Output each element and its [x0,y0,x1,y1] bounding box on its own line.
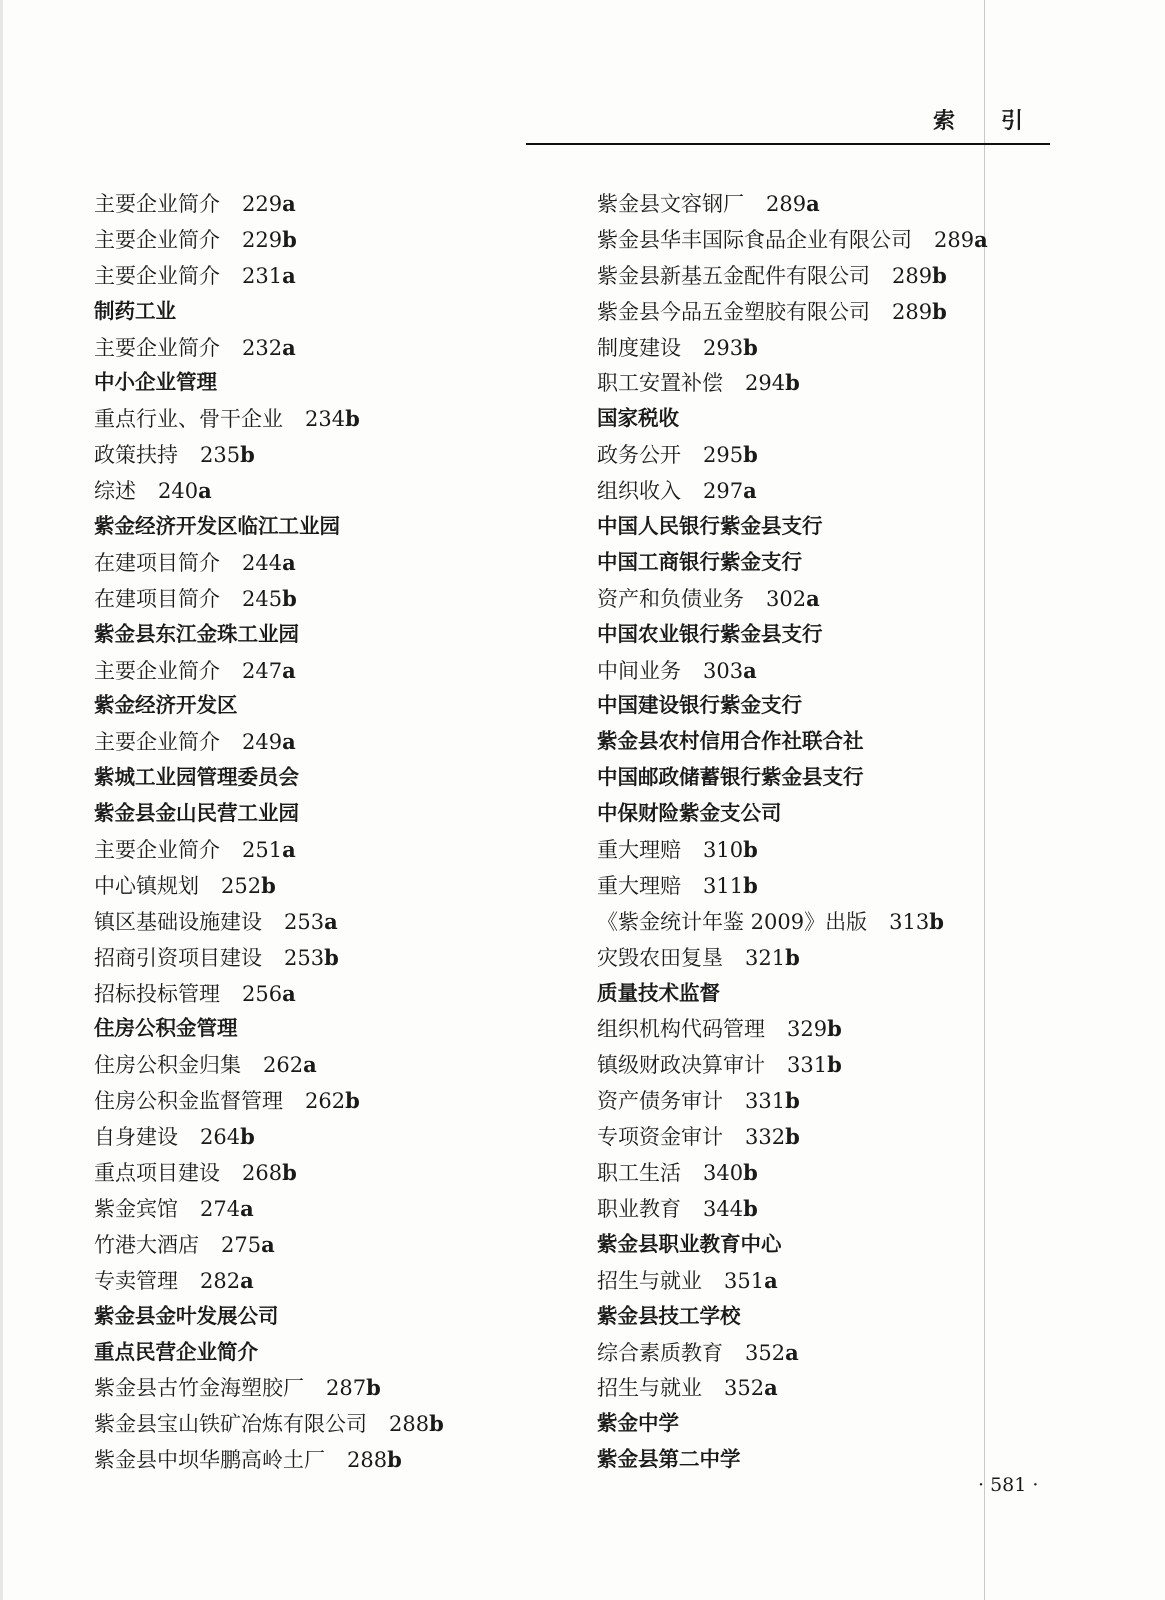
index-page-number: 289 [892,299,933,324]
index-heading [94,365,534,401]
index-page-column-letter: b [261,872,276,898]
index-heading [94,1011,534,1047]
index-page-ref [787,1017,842,1041]
index-entry [94,258,534,294]
index-entry [597,581,1027,617]
index-entry-text: 重大理赔 [597,873,681,898]
index-page-ref [242,1161,297,1185]
index-page-column-letter: b [743,1195,758,1221]
index-entry [597,1083,1027,1119]
index-page-column-letter: b [785,944,800,970]
index-entry [94,401,534,437]
index-page-column-letter: b [743,334,758,360]
index-entry [597,1335,1027,1371]
index-entry-text: 中国农业银行紫金县支行 [597,621,823,646]
index-page-ref [745,1341,799,1365]
index-entry [94,1263,534,1299]
index-page-ref [242,336,296,360]
index-entry-text: 灾毁农田复垦 [597,945,723,970]
index-entry-text: 中国工商银行紫金支行 [597,549,802,574]
index-page-column-letter: a [743,478,757,504]
index-entry [94,1442,534,1478]
index-page-ref [703,336,758,360]
index-heading [94,760,534,796]
index-page-column-letter: a [785,1339,799,1365]
index-entry-text: 自身建设 [94,1125,178,1150]
index-entry [94,1083,534,1119]
index-page-number: 310 [703,838,744,863]
index-entry [94,437,534,473]
index-heading [597,1227,1027,1263]
index-entry [597,222,1027,258]
index-entry [94,976,534,1012]
index-entry-text: 政务公开 [597,443,681,468]
index-page-column-letter: b [932,298,947,324]
index-page-ref [242,587,297,611]
index-entry-text: 职业教育 [597,1196,681,1221]
page-header-title: 索引 [933,109,1070,134]
index-entry-text: 镇区基础设施建设 [94,909,262,934]
index-entry-text: 主要企业简介 [94,335,220,360]
index-page-column-letter: a [974,226,988,252]
index-heading [597,1442,1027,1478]
index-entry-text: 主要企业简介 [94,838,220,863]
index-entry-text: 在建项目简介 [94,586,220,611]
index-page-column-letter: a [743,657,757,683]
index-entry [597,832,1027,868]
index-entry [597,186,1027,222]
index-page-number: 289 [766,192,807,216]
index-page-number: 253 [284,945,325,970]
index-entry-text: 重点项目建设 [94,1161,220,1186]
index-heading [94,509,534,545]
index-entry [597,940,1027,976]
index-entry-text: 综述 [94,479,136,504]
index-entry [94,545,534,581]
index-entry-text: 紫金经济开发区临江工业园 [94,514,340,539]
index-entry [94,222,534,258]
index-page-column-letter: a [282,549,296,575]
index-entry [94,1406,534,1442]
index-entry-text: 专卖管理 [94,1268,178,1293]
index-entry [597,473,1027,509]
index-page-ref [787,1053,842,1077]
index-entry-text: 国家税收 [597,406,679,431]
index-heading [597,1406,1027,1442]
index-entry [597,330,1027,366]
header-rule [526,143,1050,145]
index-page-number: 282 [200,1268,241,1293]
index-entry-text: 资产和负债业务 [597,586,744,611]
index-page-ref [892,264,947,288]
index-page-number: 256 [242,981,283,1006]
index-page-number: 289 [934,227,975,252]
index-page-column-letter: a [240,1267,254,1293]
index-heading [597,976,1027,1012]
index-page-ref [745,371,800,395]
index-entry-text: 政策扶持 [94,443,178,468]
index-page-column-letter: b [366,1375,381,1401]
index-entry-text: 主要企业简介 [94,658,220,683]
index-entry-text: 中心镇规划 [94,873,199,898]
index-entry [94,653,534,689]
index-page-number: 245 [242,586,283,611]
index-page-ref [242,551,296,575]
index-entry [94,186,534,222]
index-page-number: 252 [221,873,262,898]
index-page-ref [242,982,296,1006]
index-page-number: 294 [745,371,786,396]
index-page-number: 329 [787,1017,828,1042]
index-page-ref [200,1197,254,1221]
index-page-number: 235 [200,443,241,468]
index-heading [597,760,1027,796]
index-page-number: 288 [347,1448,388,1473]
index-page-column-letter: b [743,872,758,898]
index-page-ref [745,1125,800,1149]
index-page-ref [284,946,339,970]
index-page-number: 295 [703,443,744,468]
index-page-ref [703,1161,758,1185]
index-page-column-letter: b [827,1016,842,1042]
index-page-number: 331 [787,1053,828,1078]
index-page-number: 302 [766,586,807,611]
index-entry-text: 中小企业管理 [94,370,217,395]
index-entry-text: 紫金经济开发区 [94,693,238,718]
index-page-number: 232 [242,335,283,360]
index-entry [597,1191,1027,1227]
index-page-number: 262 [305,1089,346,1114]
index-page-ref [703,1197,758,1221]
index-page-column-letter: b [282,585,297,611]
index-page-column-letter: b [743,442,758,468]
index-page-column-letter: a [282,837,296,863]
index-entry-text: 综合素质教育 [597,1340,723,1365]
index-entry-text: 组织机构代码管理 [597,1017,765,1042]
index-heading [597,796,1027,832]
index-entry-text: 中国建设银行紫金支行 [597,693,802,718]
index-page-number: 234 [305,407,346,432]
index-entry-text: 镇级财政决算审计 [597,1053,765,1078]
index-page-ref [347,1448,402,1472]
index-page-ref [200,1125,255,1149]
index-entry-text: 住房公积金管理 [94,1016,238,1041]
index-entry-text: 制度建设 [597,335,681,360]
index-page-number: 229 [242,227,283,252]
index-entry [94,1227,534,1263]
index-entry [94,1119,534,1155]
index-page-column-letter: b [345,1088,360,1114]
index-entry [597,365,1027,401]
index-page-ref [305,407,360,431]
index-entry-text: 招生与就业 [597,1376,702,1401]
index-page-column-letter: a [764,1375,778,1401]
index-page-number: 240 [158,479,199,504]
index-page-column-letter: a [282,191,296,216]
index-entry-text: 制药工业 [94,298,176,323]
index-entry-text: 中国邮政储蓄银行紫金县支行 [597,765,864,790]
index-page-column-letter: b [827,1052,842,1078]
index-page-number: 253 [284,909,325,934]
index-entry-text: 中国人民银行紫金县支行 [597,514,823,539]
index-page-number: 351 [724,1268,765,1293]
index-heading [597,688,1027,724]
index-page-column-letter: b [429,1411,444,1437]
index-page-column-letter: b [240,1124,255,1150]
index-page-column-letter: b [785,370,800,396]
index-entry [94,904,534,940]
index-entry-text: 《紫金统计年鉴 2009》出版 [597,909,868,934]
index-page-ref [745,1089,800,1113]
index-heading [597,617,1027,653]
index-entry-text: 紫金县中坝华鹏高岭土厂 [94,1448,325,1473]
index-entry-text: 住房公积金监督管理 [94,1089,283,1114]
index-entry [94,1047,534,1083]
index-page-number: 313 [889,909,930,934]
index-page-column-letter: b [324,944,339,970]
index-entry-text: 紫金县古竹金海塑胶厂 [94,1376,304,1401]
index-page-number: 251 [242,838,283,863]
index-page-column-letter: a [324,908,338,934]
index-page-column-letter: b [282,1160,297,1186]
index-page-number: 332 [745,1125,786,1150]
index-page-ref [263,1053,317,1077]
index-entry [94,1191,534,1227]
index-heading [597,509,1027,545]
index-page-number: 297 [703,479,744,504]
index-entry-text: 紫金县第二中学 [597,1447,741,1472]
index-heading [94,796,534,832]
index-entry-text: 竹港大酒店 [94,1232,199,1257]
index-page-ref [703,479,757,503]
index-entry-text: 资产债务审计 [597,1089,723,1114]
index-heading [94,617,534,653]
index-entry-text: 重点行业、骨干企业 [94,407,283,432]
index-page-ref [242,228,297,252]
index-page-ref [242,192,296,216]
index-entry-text: 紫金县技工学校 [597,1303,741,1328]
index-entry [597,1263,1027,1299]
index-page-column-letter: a [282,657,296,683]
index-entry-text: 招商引资项目建设 [94,945,262,970]
index-page-column-letter: b [240,442,255,468]
index-page-column-letter: b [743,837,758,863]
index-page-number: 247 [242,658,283,683]
index-entry [94,724,534,760]
index-page-ref [934,228,988,252]
index-page-column-letter: a [261,1231,275,1257]
index-entry-text: 紫金县华丰国际食品企业有限公司 [597,227,912,252]
index-entry [94,832,534,868]
index-page-column-letter: b [932,262,947,288]
index-entry [597,294,1027,330]
index-entry-text: 紫金县文容钢厂 [597,192,744,216]
index-entry-text: 紫金县金叶发展公司 [94,1303,279,1328]
index-page-number: 311 [703,873,744,898]
index-entry [94,330,534,366]
index-page-number: 303 [703,658,744,683]
index-entry-text: 紫金宾馆 [94,1196,178,1221]
index-page-column-letter: a [282,262,296,288]
index-page-ref [158,479,212,503]
index-entry [94,1155,534,1191]
index-page-number: 287 [326,1376,367,1401]
index-page-ref [242,838,296,862]
index-entry [94,473,534,509]
index-entry-text: 中保财险紫金支公司 [597,801,782,826]
index-page-number: 340 [703,1161,744,1186]
index-entry [597,1370,1027,1406]
index-page-column-letter: a [282,980,296,1006]
index-page-number: 229 [242,192,283,216]
scan-left-edge [0,0,3,1600]
index-entry-text: 紫金县今品五金塑胶有限公司 [597,299,870,324]
index-page-number: 249 [242,730,283,755]
index-entry-text: 紫金县职业教育中心 [597,1231,782,1256]
index-page-ref [724,1269,778,1293]
index-page-number: 288 [389,1412,430,1437]
index-page-ref [703,838,758,862]
index-page-ref [284,910,338,934]
index-page-number: 321 [745,945,786,970]
index-entry [597,1155,1027,1191]
index-entry-text: 主要企业简介 [94,730,220,755]
index-page-ref [221,874,276,898]
index-entry-text: 职工安置补偿 [597,371,723,396]
index-page-ref [703,874,758,898]
index-page-column-letter: a [282,334,296,360]
index-entry-text: 重大理赔 [597,838,681,863]
index-page-column-letter: b [785,1124,800,1150]
index-entry-text: 主要企业简介 [94,227,220,252]
index-entry-text: 招生与就业 [597,1268,702,1293]
index-page-column-letter: b [387,1447,402,1473]
index-heading [597,724,1027,760]
index-page-number: 344 [703,1196,744,1221]
index-page-column-letter: a [303,1052,317,1078]
index-page-ref [724,1376,778,1400]
index-page-number: 244 [242,550,283,575]
index-entry-text: 主要企业简介 [94,192,220,216]
index-column-left [94,186,534,1478]
index-page-column-letter: a [764,1267,778,1293]
index-entry-text: 紫金县东江金珠工业园 [94,621,299,646]
index-page-number: 262 [263,1053,304,1078]
index-page-ref [766,587,820,611]
index-page-number: 352 [745,1340,786,1365]
index-page-ref [242,659,296,683]
index-heading [597,545,1027,581]
index-entry [597,1119,1027,1155]
index-column-right [597,186,1027,1478]
index-heading [94,294,534,330]
index-entry [94,868,534,904]
index-entry-text: 紫金县宝山铁矿冶炼有限公司 [94,1412,367,1437]
index-page-column-letter: a [282,729,296,755]
index-page-column-letter: b [785,1088,800,1114]
index-page-number: 293 [703,335,744,360]
index-entry [597,1047,1027,1083]
index-entry-text: 重点民营企业简介 [94,1339,258,1364]
index-page-ref [766,192,820,216]
index-entry [94,940,534,976]
index-entry [94,1370,534,1406]
index-entry-text: 主要企业简介 [94,263,220,288]
index-entry-text: 中间业务 [597,658,681,683]
index-entry [597,437,1027,473]
index-page-number: 289 [892,263,933,288]
index-entry-text: 紫城工业园管理委员会 [94,765,299,790]
index-page-column-letter: b [743,1160,758,1186]
index-page-ref [703,443,758,467]
index-page-number: 268 [242,1161,283,1186]
index-entry [94,581,534,617]
index-heading [597,401,1027,437]
index-entry [597,653,1027,689]
index-page-number: 331 [745,1089,786,1114]
index-page-ref [889,910,944,934]
index-page-number: 275 [221,1232,262,1257]
index-page-column-letter: b [929,908,944,934]
index-entry [597,904,1027,940]
index-entry-text: 组织收入 [597,479,681,504]
index-page-ref [305,1089,360,1113]
index-heading [94,688,534,724]
index-heading [94,1299,534,1335]
index-page-number: 274 [200,1196,241,1221]
index-page-column-letter: a [806,191,820,216]
index-page-ref [200,1269,254,1293]
index-page-column-letter: a [240,1195,254,1221]
index-page-column-letter: b [282,226,297,252]
index-heading [597,1299,1027,1335]
index-entry [597,868,1027,904]
index-page-column-letter: b [345,406,360,432]
index-page-ref [242,730,296,754]
index-page-ref [326,1376,381,1400]
index-entry-text: 住房公积金归集 [94,1053,241,1078]
page-number: · 581 · [978,1474,1039,1496]
index-page-ref [242,264,296,288]
index-page-column-letter: a [198,478,212,504]
index-entry-text: 质量技术监督 [597,980,720,1005]
index-page-ref [892,300,947,324]
index-entry-text: 紫金中学 [597,1411,679,1436]
index-entry-text: 紫金县金山民营工业园 [94,801,299,826]
index-heading [94,1335,534,1371]
index-page-ref [221,1233,275,1257]
index-entry-text: 职工生活 [597,1161,681,1186]
index-entry-text: 紫金县农村信用合作社联合社 [597,729,864,754]
index-page-ref [745,946,800,970]
index-page-ref [200,443,255,467]
index-page-ref [703,659,757,683]
index-entry [597,1011,1027,1047]
index-entry-text: 在建项目简介 [94,550,220,575]
index-page-number: 231 [242,263,283,288]
index-entry-text: 专项资金审计 [597,1125,723,1150]
index-page-ref [389,1412,444,1436]
index-entry-text: 招标投标管理 [94,981,220,1006]
index-page-number: 264 [200,1125,241,1150]
index-entry [597,258,1027,294]
index-page-column-letter: a [806,585,820,611]
index-entry-text: 紫金县新基五金配件有限公司 [597,263,870,288]
index-page-number: 352 [724,1376,765,1401]
